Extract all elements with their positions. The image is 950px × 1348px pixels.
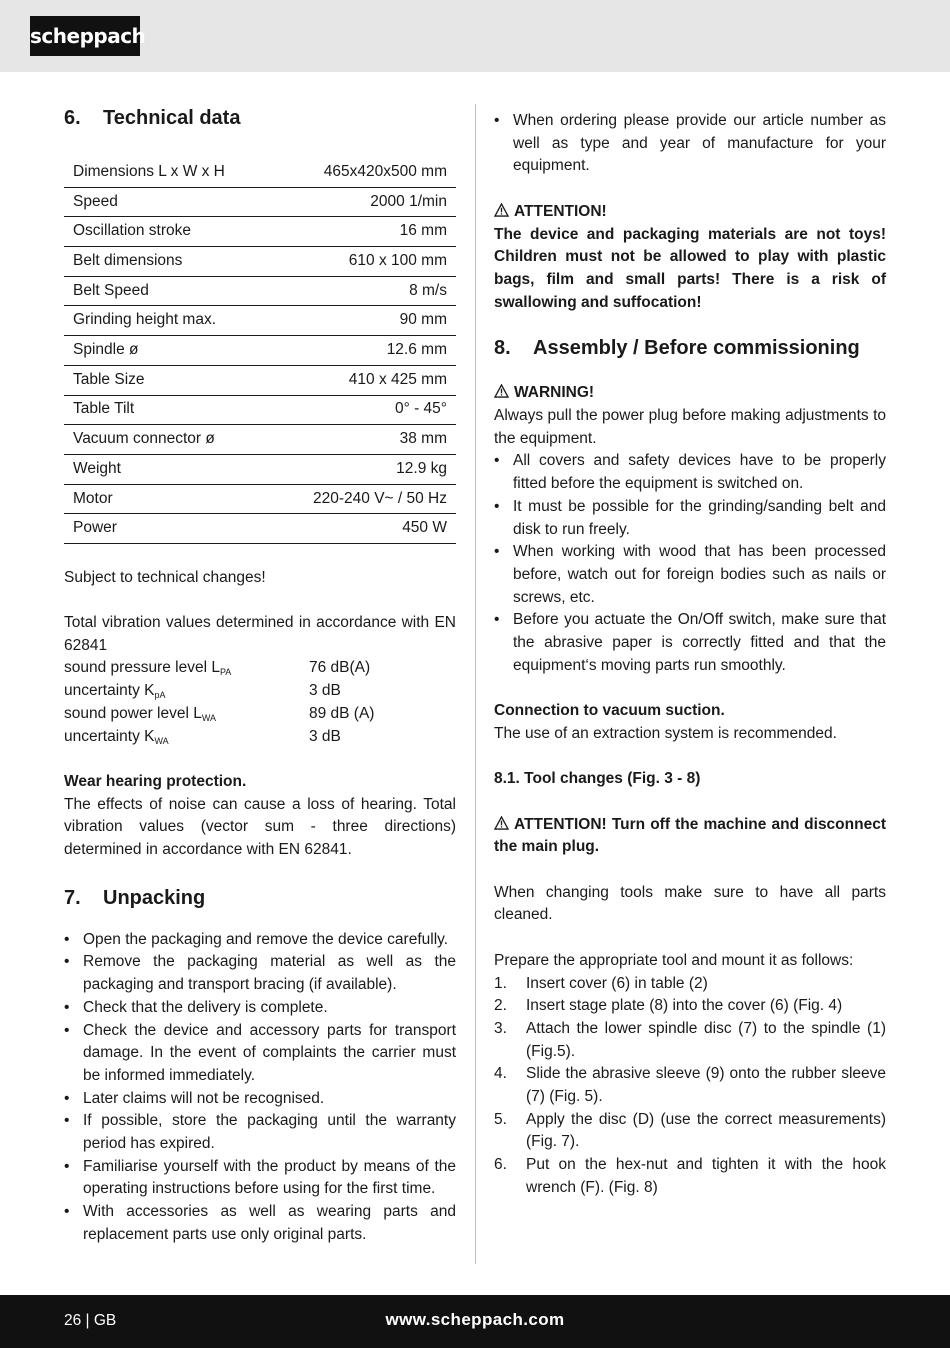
spec-table [64, 158, 456, 544]
warning-triangle-icon [494, 816, 509, 830]
unpacking-heading [64, 884, 456, 912]
warning-triangle-icon [494, 384, 509, 398]
spec-value: 16 mm [399, 222, 447, 240]
step-item [494, 1154, 886, 1199]
step-text: Insert cover (6) in table (2) [526, 974, 708, 992]
spec-label: Vacuum connector ø [73, 430, 215, 448]
step-item [494, 995, 886, 1018]
technical-data-heading [64, 104, 456, 132]
step-number: 5. [494, 1110, 507, 1128]
unpacking-list [64, 929, 456, 1247]
spec-label: Grinding height max. [73, 311, 217, 329]
spec-label: Dimensions L x W x H [73, 162, 225, 180]
spec-row [64, 455, 456, 485]
spec-row [64, 158, 456, 188]
tool-attention-text: ATTENTION! Turn off the machine and disconnect the main plug. [494, 815, 886, 856]
vacuum-heading: Connection to vacuum suction. [494, 702, 725, 720]
spec-value: 90 mm [399, 311, 447, 329]
spec-row [64, 306, 456, 336]
list-item: • Familiarise yourself with the product by means of the operating instructions before using for the first time. [64, 1156, 456, 1201]
spec-value: 610 x 100 mm [348, 252, 447, 270]
step-text: Attach the lower spindle disc (7) to the spindle (1) (Fig.5). [526, 1019, 886, 1060]
subject-to-changes: Subject to technical changes! [64, 568, 266, 586]
list-item: • Check that the delivery is complete. [64, 997, 456, 1020]
step-text: Slide the abrasive sleeve (9) onto the rubber sleeve (7) (Fig. 5). [526, 1065, 886, 1106]
step-number: 4. [494, 1065, 507, 1083]
section-number: 8. [494, 337, 511, 360]
list-item: • If possible, store the packaging until the warranty period has expired. [64, 1110, 456, 1155]
list-item: • With accessories as well as wearing parts and replacement parts use only original parts. [64, 1201, 456, 1246]
spec-value: 12.6 mm [386, 341, 447, 359]
hearing-text: The effects of noise can cause a loss of hearing. Total vibration values (vector sum - three directions) determined in accordance with EN 62841. [64, 795, 456, 859]
spec-value: 450 W [402, 519, 447, 537]
hearing-heading: Wear hearing protection. [64, 772, 247, 790]
list-item: • Later claims will not be recognised. [64, 1088, 456, 1111]
ordering-list [494, 110, 886, 178]
list-item: • Remove the packaging material as well as the packaging and transport bracing (if available). [64, 951, 456, 996]
spec-row [64, 336, 456, 366]
step-item [494, 1063, 886, 1108]
spec-row [64, 396, 456, 426]
header-band [0, 0, 950, 72]
assembly-list [494, 450, 886, 677]
sound-label: uncertainty $K_{WA}$ [64, 727, 169, 746]
spec-value: 8 m/s [409, 281, 447, 299]
website-link[interactable]: www.scheppach.com [385, 1310, 565, 1329]
spec-value: 465x420x500 mm [323, 162, 447, 180]
spec-label: Spindle ø [73, 341, 139, 359]
step-item [494, 1109, 886, 1154]
warning-text: Always pull the power plug before making adjustments to the equipment. [494, 407, 886, 447]
spec-row [64, 425, 456, 455]
spec-label: Motor [73, 489, 113, 507]
spec-row [64, 514, 456, 544]
spec-row [64, 485, 456, 515]
page-number: 26 | GB [64, 1312, 117, 1329]
footer [0, 1295, 950, 1348]
prepare-text: Prepare the appropriate tool and mount it as follows: [494, 951, 854, 969]
step-number: 2. [494, 997, 507, 1015]
list-item: • Check the device and accessory parts for transport damage. In the event of complaints the carrier must be informed immediately. [64, 1020, 456, 1088]
sound-label: sound power level $L_{WA}$ [64, 704, 217, 723]
spec-label: Table Size [73, 370, 145, 388]
section-title: Unpacking [103, 886, 206, 909]
list-item: • When working with wood that has been processed before, watch out for foreign bodies such as nails or screws, etc. [494, 541, 886, 609]
section-number: 7. [64, 886, 81, 909]
spec-value: 0° - 45° [394, 400, 447, 418]
sound-label: sound pressure level $L_{PA}$ [64, 659, 232, 678]
step-item [494, 1018, 886, 1063]
spec-label: Belt dimensions [73, 252, 183, 270]
column-divider [475, 104, 476, 1264]
spec-label: Power [73, 519, 117, 537]
tool-changes-heading: 8.1. Tool changes (Fig. 3 - 8) [494, 770, 701, 788]
spec-label: Speed [73, 192, 118, 210]
left-column [64, 104, 456, 1247]
step-text: Put on the hex-nut and tighten it with the hook wrench (F). (Fig. 8) [526, 1156, 886, 1196]
vacuum-text: The use of an extraction system is recommended. [494, 724, 837, 742]
sound-value: 89 dB (A) [309, 704, 375, 722]
step-number: 6. [494, 1156, 507, 1174]
spec-value: 38 mm [399, 430, 447, 448]
list-item: • Open the packaging and remove the device carefully. [64, 929, 456, 952]
tool-attention [494, 814, 886, 859]
section-number: 6. [64, 107, 81, 129]
list-item: • Before you actuate the On/Off switch, make sure that the abrasive paper is correctly fitted and that the equipment‘s moving parts run smoothly. [494, 609, 886, 677]
list-item: • All covers and safety devices have to be properly fitted before the equipment is switched on. [494, 450, 886, 495]
spec-value: 220-240 V~ / 50 Hz [313, 489, 447, 507]
spec-row [64, 217, 456, 247]
list-item: • It must be possible for the grinding/sanding belt and disk to run freely. [494, 496, 886, 541]
list-item: • When ordering please provide our article number as well as type and year of manufacture for your equipment. [494, 110, 886, 178]
step-text: Insert stage plate (8) into the cover (6) (Fig. 4) [526, 997, 843, 1015]
scheppach-logo: scheppach [30, 16, 140, 56]
spec-value: 12.9 kg [396, 459, 447, 477]
section-title: Assembly / Before commissioning [533, 337, 860, 360]
section-title: Technical data [103, 107, 241, 129]
warning-heading [494, 382, 886, 405]
attention-heading [494, 201, 886, 224]
tool-intro: When changing tools make sure to have all parts cleaned. [494, 883, 886, 924]
spec-label: Weight [73, 459, 121, 477]
spec-value: 2000 1/min [370, 192, 447, 210]
step-number: 1. [494, 974, 507, 992]
spec-row [64, 188, 456, 218]
spec-label: Belt Speed [73, 281, 149, 299]
sound-values [64, 657, 456, 748]
warning-triangle-icon [494, 203, 509, 217]
attention-label: ATTENTION! [514, 202, 607, 220]
spec-label: Oscillation stroke [73, 222, 192, 240]
step-item [494, 973, 886, 996]
spec-value: 410 x 425 mm [348, 370, 447, 388]
attention-text: The device and packaging materials are not toys! Children must not be allowed to play with plastic bags, film and small parts! There is a risk of swallowing and suffocation! [494, 225, 886, 311]
step-text: Apply the disc (D) (use the correct measurements) (Fig. 7). [526, 1110, 886, 1151]
sound-value: 3 dB [309, 727, 341, 745]
vibration-intro: Total vibration values determined in accordance with EN 62841 [64, 614, 456, 654]
sound-value: 3 dB [309, 682, 341, 700]
spec-row [64, 247, 456, 277]
warning-label: WARNING! [514, 384, 595, 402]
sound-value: 76 dB(A) [309, 659, 371, 677]
steps-list [494, 973, 886, 1200]
right-column [494, 110, 886, 1200]
step-number: 3. [494, 1019, 507, 1037]
spec-row [64, 277, 456, 307]
spec-row [64, 366, 456, 396]
spec-label: Table Tilt [73, 400, 135, 418]
sound-label: uncertainty $K_{pA}$ [64, 682, 166, 701]
assembly-heading [494, 334, 886, 362]
